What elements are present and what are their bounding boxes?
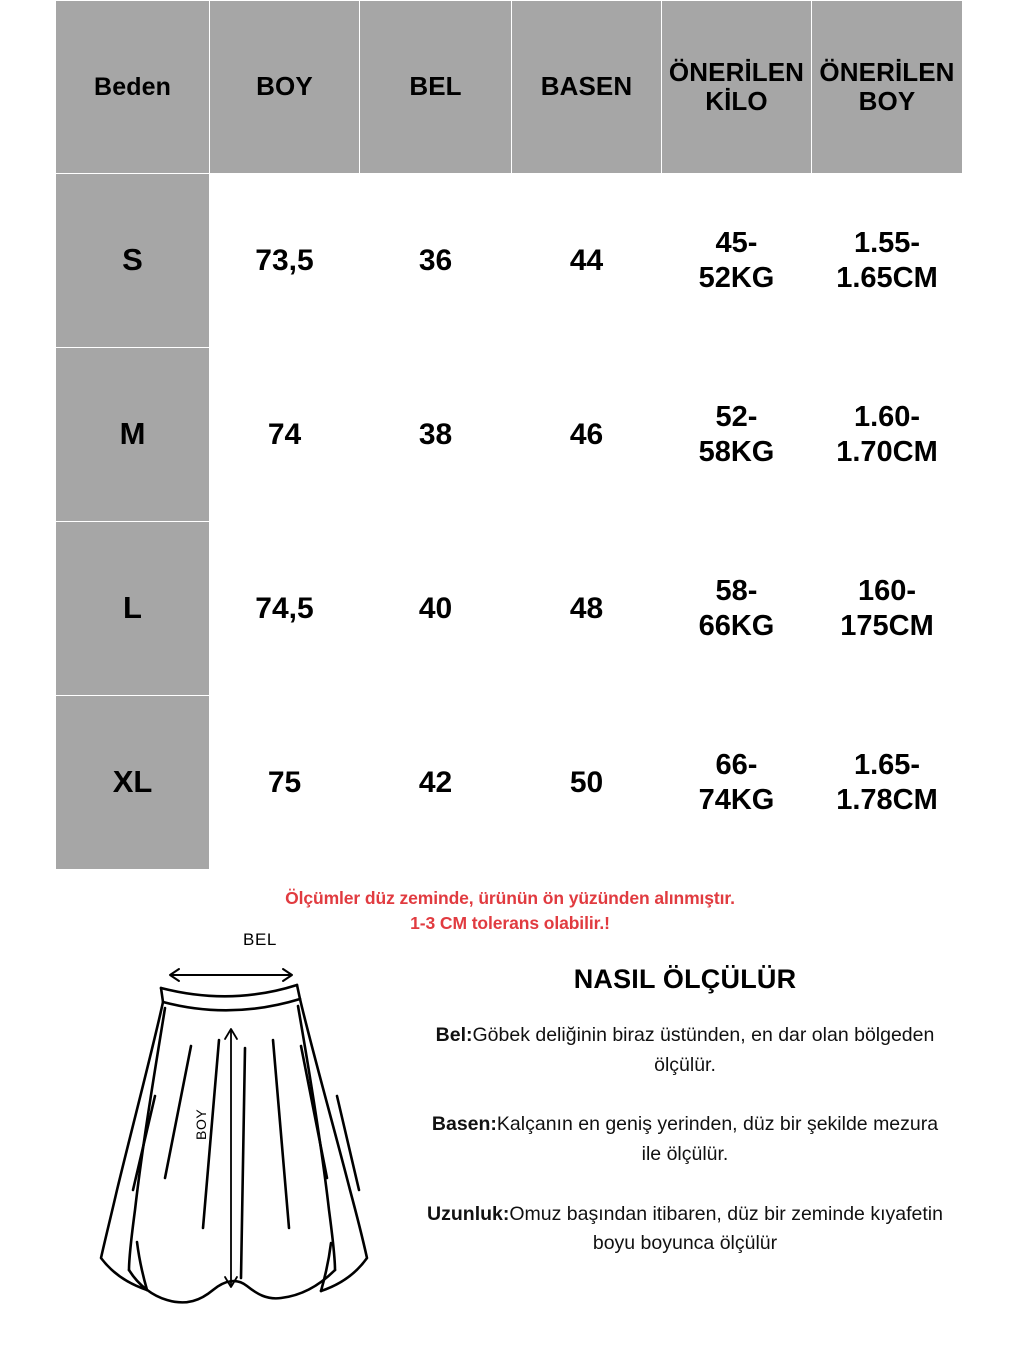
- table-header-row: [56, 1, 963, 174]
- cell-beden: S: [56, 174, 210, 348]
- instruction-term: Uzunluk:: [427, 1202, 510, 1225]
- header-onerilen-boy-line2: BOY: [858, 86, 916, 116]
- cell-kilo-line1: 45-: [715, 226, 758, 259]
- cell-boy: 75: [210, 696, 360, 870]
- how-to-measure-title: NASIL ÖLÇÜLÜR: [573, 964, 797, 994]
- skirt-diagram: [95, 928, 425, 1358]
- table-row: [56, 348, 963, 522]
- cell-oboy-line1: 1.60-: [853, 400, 921, 433]
- how-to-measure-section: [0, 928, 1020, 1360]
- cell-oboy-line1: 160-: [857, 574, 917, 607]
- cell-bel: 36: [360, 174, 512, 348]
- cell-kilo-line1: 66-: [715, 748, 758, 781]
- disclaimer-line-2: 1-3 CM tolerans olabilir.!: [410, 913, 610, 934]
- cell-kilo-line2: 66KG: [698, 609, 775, 642]
- instruction-text: Omuz başından itibaren, düz bir zeminde kıyafetin boyu boyunca ölçülür: [509, 1202, 943, 1255]
- cell-bel: 40: [360, 522, 512, 696]
- cell-oboy-line1: 1.65-: [853, 748, 921, 781]
- table-row: [56, 522, 963, 696]
- cell-beden: XL: [56, 696, 210, 870]
- cell-kilo-line1: 52-: [715, 400, 758, 433]
- cell-kilo-line2: 74KG: [698, 783, 775, 816]
- header-bel: BEL: [360, 1, 512, 174]
- cell-basen: 50: [512, 696, 662, 870]
- cell-oboy-line1: 1.55-: [853, 226, 921, 259]
- instruction-item: [425, 1200, 945, 1259]
- table-row: [56, 174, 963, 348]
- cell-kilo-line1: 58-: [715, 574, 758, 607]
- size-chart-table: [55, 0, 963, 870]
- header-onerilen-kilo: [662, 1, 812, 174]
- cell-basen: 48: [512, 522, 662, 696]
- instruction-term: Bel:: [435, 1024, 473, 1046]
- header-onerilen-boy-line1: ÖNERİLEN: [819, 56, 955, 87]
- cell-onerilen-boy: [812, 174, 963, 348]
- header-onerilen-boy: [812, 1, 963, 174]
- cell-kilo-line2: 58KG: [698, 435, 775, 468]
- cell-onerilen-kilo: [662, 696, 812, 870]
- cell-basen: 44: [512, 174, 662, 348]
- cell-oboy-line2: 175CM: [840, 609, 934, 642]
- bel-measure-arrow: [170, 969, 292, 981]
- cell-oboy-line2: 1.78CM: [836, 783, 938, 816]
- instruction-term: Basen:: [431, 1113, 497, 1136]
- cell-oboy-line2: 1.70CM: [836, 435, 938, 468]
- cell-onerilen-boy: [812, 522, 963, 696]
- instruction-text: Kalçanın en geniş yerinden, düz bir şekilde mezura ile ölçülür.: [496, 1113, 939, 1165]
- cell-onerilen-boy: [812, 348, 963, 522]
- boy-measure-arrow: [225, 1029, 237, 1287]
- instruction-text: Göbek deliğinin biraz üstünden, en dar olan bölgeden ölçülür.: [472, 1024, 935, 1076]
- header-boy: BOY: [210, 1, 360, 174]
- cell-boy: 74,5: [210, 522, 360, 696]
- header-onerilen-kilo-line2: KİLO: [705, 86, 768, 116]
- instruction-item: [425, 1110, 945, 1169]
- cell-beden: L: [56, 522, 210, 696]
- cell-onerilen-boy: [812, 696, 963, 870]
- cell-onerilen-kilo: [662, 348, 812, 522]
- cell-boy: 73,5: [210, 174, 360, 348]
- diagram-boy-label: BOY: [193, 1108, 209, 1140]
- cell-oboy-line2: 1.65CM: [836, 261, 938, 294]
- skirt-illustration: [95, 928, 425, 1358]
- cell-boy: 74: [210, 348, 360, 522]
- cell-bel: 42: [360, 696, 512, 870]
- table-row: [56, 696, 963, 870]
- cell-onerilen-kilo: [662, 522, 812, 696]
- cell-basen: 46: [512, 348, 662, 522]
- cell-beden: M: [56, 348, 210, 522]
- header-onerilen-kilo-line1: ÖNERİLEN: [668, 56, 805, 87]
- header-basen: BASEN: [512, 1, 662, 174]
- cell-onerilen-kilo: [662, 174, 812, 348]
- cell-bel: 38: [360, 348, 512, 522]
- instruction-item: [425, 1021, 945, 1080]
- measure-instructions: [425, 964, 945, 1259]
- disclaimer-line-1: Ölçümler düz zeminde, ürünün ön yüzünden alınmıştır.: [285, 888, 735, 908]
- cell-kilo-line2: 52KG: [698, 261, 775, 294]
- diagram-bel-label: BEL: [243, 930, 277, 949]
- header-beden: Beden: [56, 1, 210, 174]
